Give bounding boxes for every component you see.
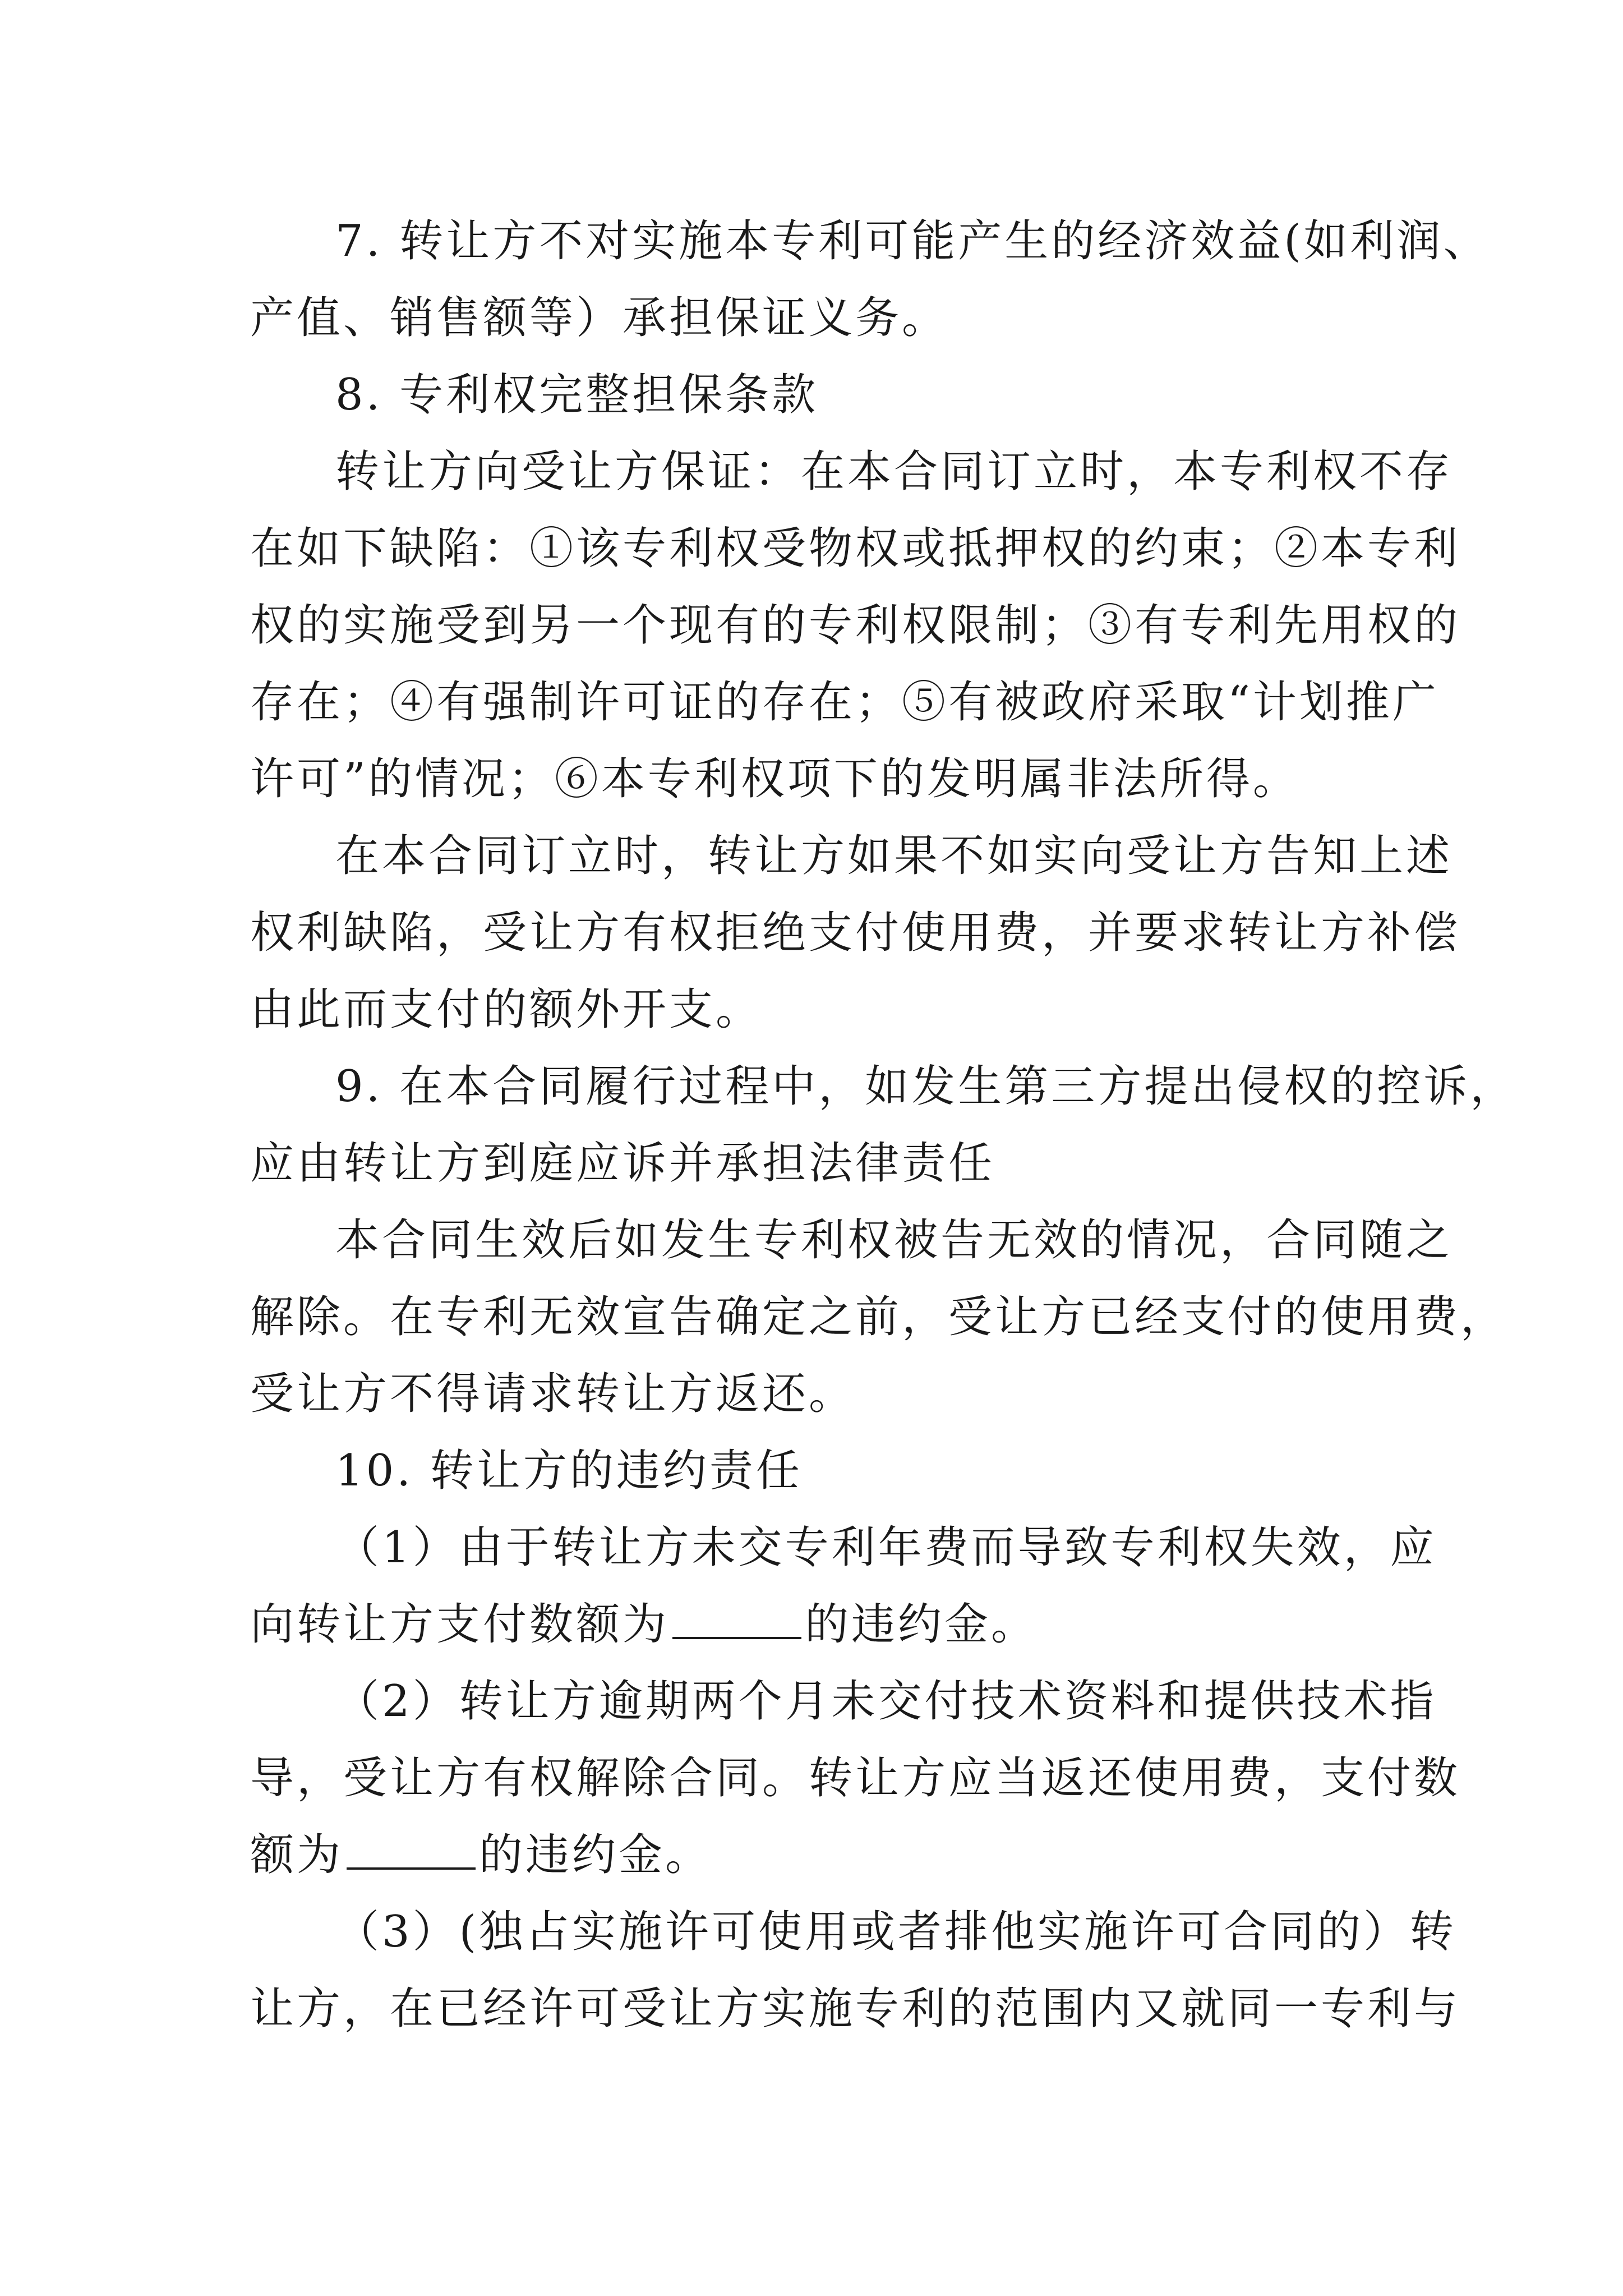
fill-in-blank[interactable] [672,1598,801,1639]
text-line: 许可”的情况；⑥本专利权项下的发明属非法所得。 [250,754,1299,804]
text-line: （3）(独占实施许可使用或者排他实施许可合同的）转 [335,1907,1457,1957]
text-line: 应由转让方到庭应诉并承担法律责任 [250,1138,995,1189]
text-line: 本合同生效后如发生专利权被告无效的情况，合同随之 [335,1215,1453,1266]
line-text: 额为 [250,1830,344,1880]
text-line: 7. 转让方不对实施本专利可能产生的经济效益(如利润、 [335,216,1490,266]
text-line: 由此而支付的额外开支。 [250,984,763,1035]
text-line: 权利缺陷，受让方有权拒绝支付使用费，并要求转让方补偿 [250,908,1461,958]
text-line: 9. 在本合同履行过程中，如发生第三方提出侵权的控诉， [335,1061,1517,1112]
text-line-with-blank [250,1827,712,1883]
text-line: 在本合同订立时，转让方如果不如实向受让方告知上述 [335,831,1453,881]
text-line: （1）由于转让方未交专利年费而导致专利权失效，应 [335,1522,1437,1573]
text-line: 让方，在已经许可受让方实施专利的范围内又就同一专利与 [250,1984,1461,2034]
text-line: （2）转让方逾期两个月未交付技术资料和提供技术指 [335,1676,1437,1727]
section-heading: 8. 专利权完整担保条款 [335,370,819,420]
text-line: 转让方向受让方保证：在本合同订立时，本专利权不存 [335,447,1453,497]
text-line-with-blank [250,1596,1038,1653]
text-line: 在如下缺陷：①该专利权受物权或抵押权的约束；②本专利 [250,523,1461,574]
fill-in-blank[interactable] [347,1828,476,1870]
text-line: 权的实施受到另一个现有的专利权限制；③有专利先用权的 [250,600,1461,651]
line-text: 向转让方支付数额为 [250,1599,670,1650]
text-line: 导，受让方有权解除合同。转让方应当返还使用费，支付数 [250,1753,1461,1803]
text-line: 受让方不得请求转让方返还。 [250,1369,856,1419]
line-text: 的违约金。 [805,1599,1038,1650]
section-heading: 10. 转让方的违约责任 [335,1446,803,1496]
text-line: 解除。在专利无效宣告确定之前，受让方已经支付的使用费， [250,1292,1507,1342]
text-line: 产值、销售额等）承担保证义务。 [250,293,949,343]
text-line: 存在；④有强制许可证的存在；⑤有被政府采取“计划推广 [250,677,1439,728]
line-text: 的违约金。 [479,1830,712,1880]
